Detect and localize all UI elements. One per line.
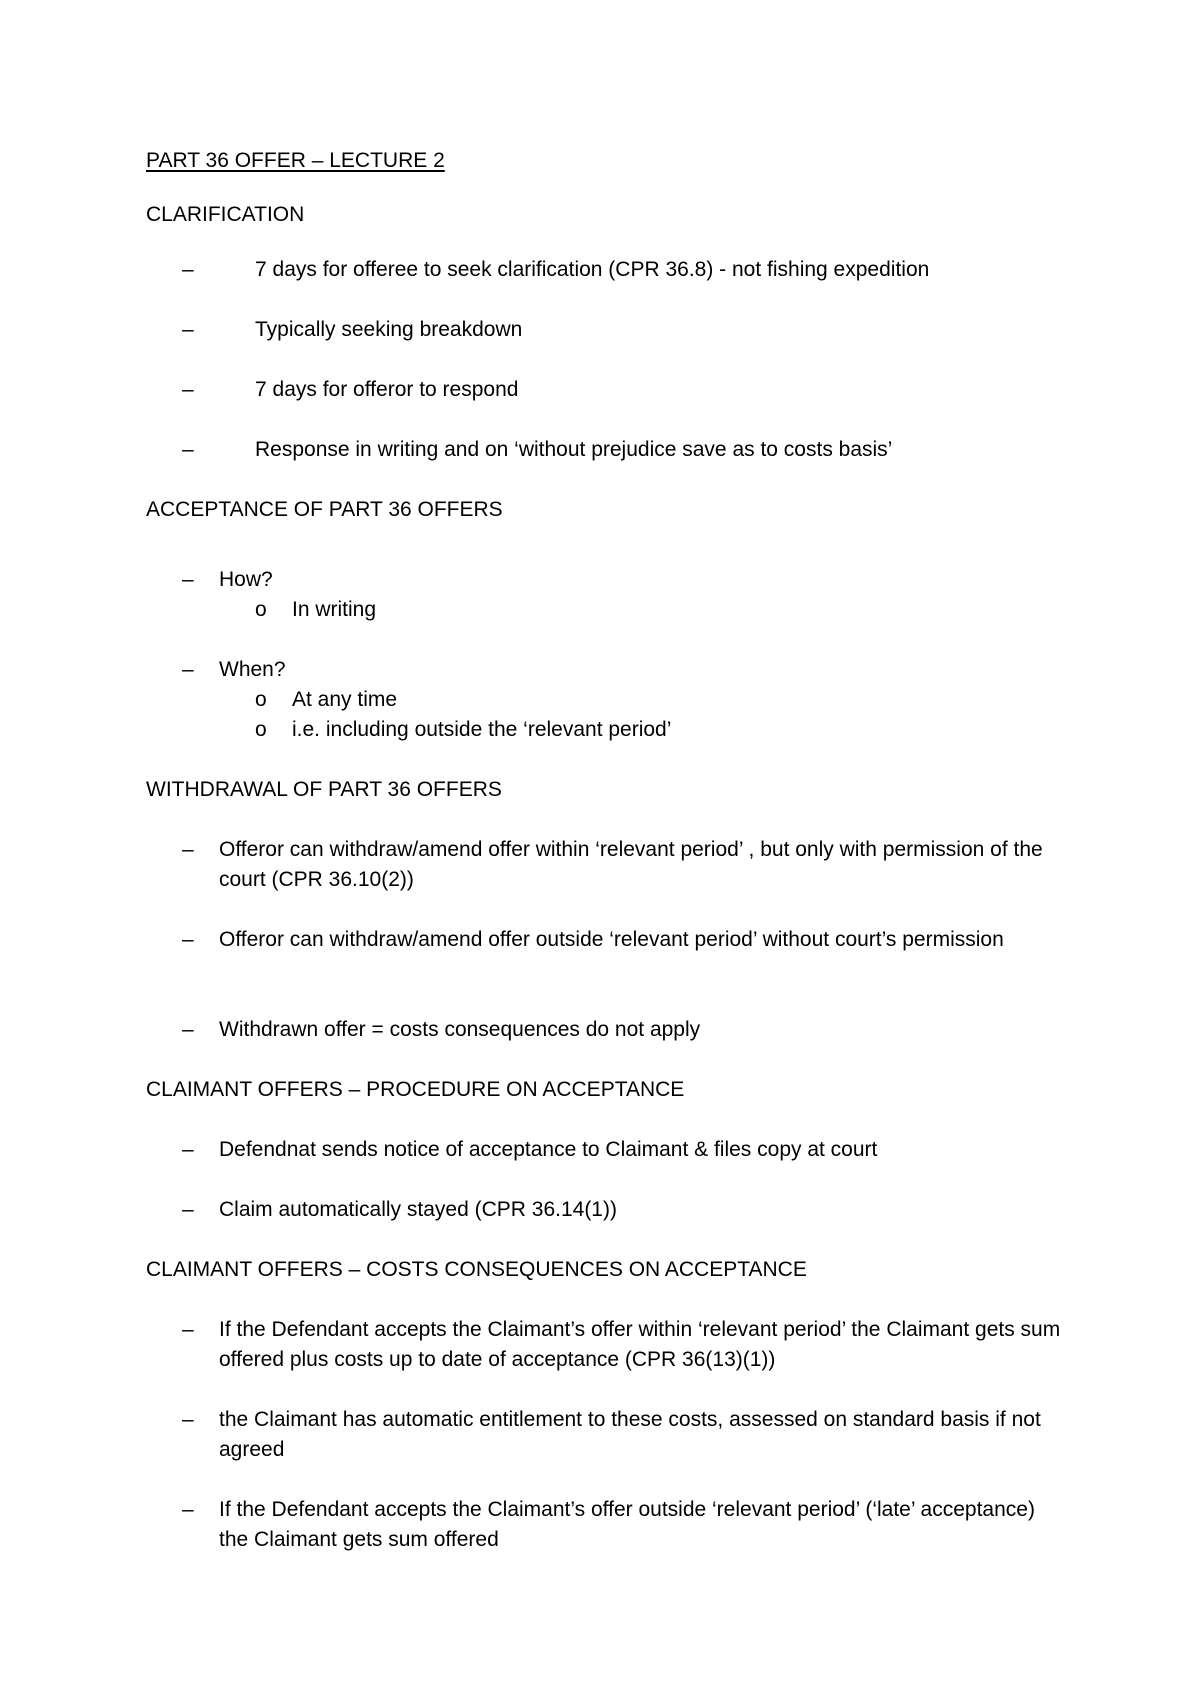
dash-bullet-icon: –	[182, 658, 194, 681]
list-item-text: Offeror can withdraw/amend offer within ‘relevant period’ , but only with permission of the court (CPR 36.10(2))	[219, 838, 1043, 891]
list-item-text: Offeror can withdraw/amend offer outside ‘relevant period’ without court’s permission	[219, 928, 1004, 951]
dash-bullet-icon: –	[182, 1018, 194, 1041]
dash-bullet-icon: –	[182, 928, 194, 951]
list-item-text: Defendnat sends notice of acceptance to Claimant & files copy at court	[219, 1138, 878, 1161]
document-page	[146, 0, 1066, 1698]
list-item-text: Response in writing and on ‘without prejudice save as to costs basis’	[255, 438, 893, 461]
section-heading-costs-consequences: CLAIMANT OFFERS – COSTS CONSEQUENCES ON ACCEPTANCE	[146, 1258, 807, 1281]
list-item-text: If the Defendant accepts the Claimant’s offer within ‘relevant period’ the Claimant gets sum offered plus costs up to date of acceptance (CPR 36(13)(1))	[219, 1318, 1061, 1371]
dash-bullet-icon: –	[182, 838, 194, 861]
dash-bullet-icon: –	[182, 258, 194, 281]
dash-bullet-icon: –	[182, 1318, 194, 1341]
circle-bullet-icon: o	[255, 598, 267, 621]
list-item-text: Withdrawn offer = costs consequences do not apply	[219, 1018, 701, 1041]
list-item-text: Typically seeking breakdown	[255, 318, 523, 341]
list-item-text: 7 days for offeree to seek clarification (CPR 36.8) - not fishing expedition	[255, 258, 930, 281]
circle-bullet-icon: o	[255, 718, 267, 741]
dash-bullet-icon: –	[182, 1138, 194, 1161]
document-title: PART 36 OFFER – LECTURE 2	[146, 149, 445, 172]
sub-list-item-text: At any time	[292, 688, 398, 711]
dash-bullet-icon: –	[182, 1498, 194, 1521]
dash-bullet-icon: –	[182, 378, 194, 401]
circle-bullet-icon: o	[255, 688, 267, 711]
list-item-text: How?	[219, 568, 273, 591]
sub-list-item-text: i.e. including outside the ‘relevant period’	[292, 718, 672, 741]
dash-bullet-icon: –	[182, 568, 194, 591]
section-heading-procedure-on-acceptance: CLAIMANT OFFERS – PROCEDURE ON ACCEPTANCE	[146, 1078, 685, 1101]
list-item-text: Claim automatically stayed (CPR 36.14(1))	[219, 1198, 617, 1221]
list-item-text: the Claimant has automatic entitlement to these costs, assessed on standard basis if not agreed	[219, 1408, 1041, 1461]
section-heading-acceptance: ACCEPTANCE OF PART 36 OFFERS	[146, 498, 503, 521]
dash-bullet-icon: –	[182, 438, 194, 461]
dash-bullet-icon: –	[182, 1198, 194, 1221]
list-item-text: If the Defendant accepts the Claimant’s offer outside ‘relevant period’ (‘late’ acceptance) the Claimant gets sum offered	[219, 1498, 1035, 1551]
section-heading-clarification: CLARIFICATION	[146, 203, 305, 226]
sub-list-item-text: In writing	[292, 598, 377, 621]
dash-bullet-icon: –	[182, 318, 194, 341]
section-heading-withdrawal: WITHDRAWAL OF PART 36 OFFERS	[146, 778, 502, 801]
list-item-text: 7 days for offeror to respond	[255, 378, 519, 401]
list-item-text: When?	[219, 658, 286, 681]
dash-bullet-icon: –	[182, 1408, 194, 1431]
